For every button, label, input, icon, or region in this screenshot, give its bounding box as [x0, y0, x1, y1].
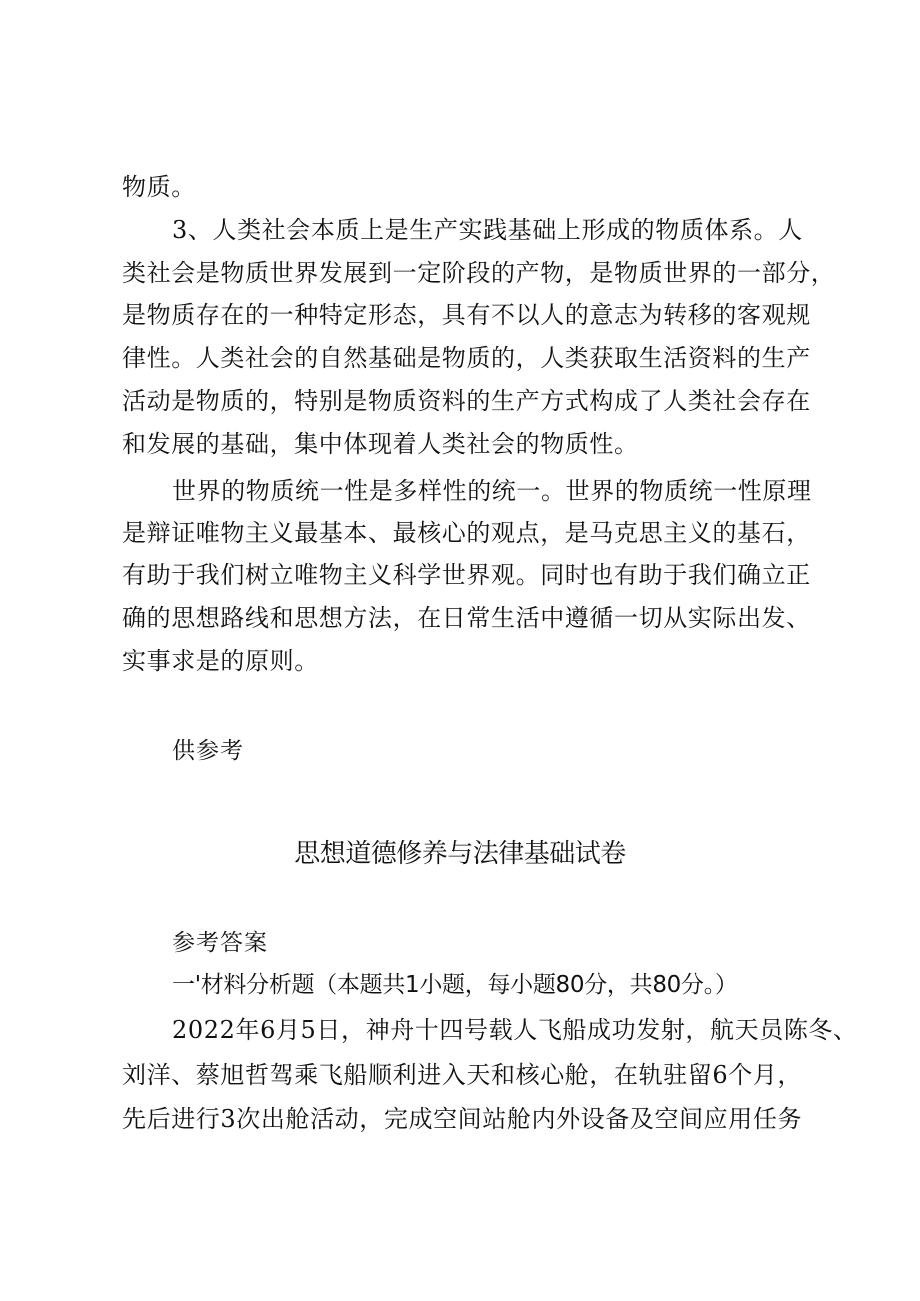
body-line: 物质。 [122, 173, 196, 201]
body-line: 3、人类社会本质上是生产实践基础上形成的物质体系。人 [172, 216, 803, 244]
body-line: 有助于我们树立唯物主义科学世界观。同时也有助于我们确立正 [122, 561, 811, 589]
section-heading: 一'材料分析题（本题共1小题，每小题80分，共80分。） [172, 972, 738, 998]
body-line: 律性。人类社会的自然基础是物质的，人类获取生活资料的生产 [122, 344, 811, 372]
body-line: 是辩证唯物主义最基本、最核心的观点，是马克思主义的基石， [122, 519, 811, 547]
body-line: 是物质存在的一种特定形态，具有不以人的意志为转移的客观规 [122, 301, 811, 329]
body-line: 2022年6月5日，神舟十四号载人飞船成功发射，航天员陈冬、 [172, 1016, 858, 1044]
exam-title: 思想道德修养与法律基础试卷 [294, 839, 626, 869]
body-line: 确的思想路线和思想方法，在日常生活中遵循一切从实际出发、 [122, 604, 811, 632]
answer-label: 参考答案 [172, 930, 268, 956]
body-line: 和发展的基础，集中体现着人类社会的物质性。 [122, 430, 639, 458]
body-line: 刘洋、蔡旭哲驾乘飞船顺利进入天和核心舱，在轨驻留6个月， [122, 1061, 803, 1089]
body-line: 类社会是物质世界发展到一定阶段的产物，是物质世界的一部分， [122, 259, 836, 287]
body-line: 先后进行3次出舱活动，完成空间站舱内外设备及空间应用任务 [122, 1105, 803, 1133]
body-line: 活动是物质的，特别是物质资料的生产方式构成了人类社会存在 [122, 387, 811, 415]
body-line: 实事求是的原则。 [122, 647, 319, 675]
reference-label: 供参考 [172, 738, 244, 764]
body-line: 世界的物质统一性是多样性的统一。世界的物质统一性原理 [172, 477, 812, 505]
